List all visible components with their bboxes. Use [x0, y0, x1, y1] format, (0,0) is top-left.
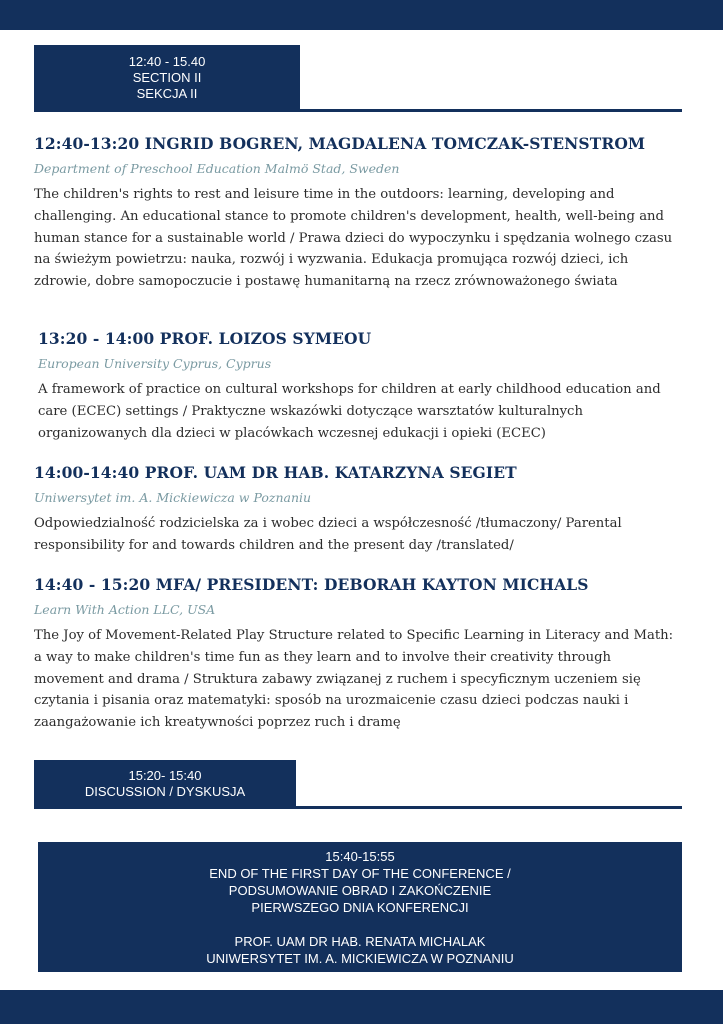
talk-title: 14:40 - 15:20 MFA/ PRESIDENT: DEBORAH KAYTON MICHALS	[34, 575, 589, 594]
talk-description: The Joy of Movement-Related Play Structure related to Specific Learning in Literacy and Math: a way to make children's time fun as they learn and to involve their creativity through movement and drama / Struktura zabawy związanej z ruchem i specyficznym uczeniem się czytania i pisania oraz matematyki: sposób na urozmaicenie czasu dzieci podczas nauki i zaangażowanie ich kreatywności poprzez ruch i dramę	[34, 628, 674, 731]
discussion-time: 15:20- 15:40	[128, 768, 202, 783]
talk-affiliation: European University Cyprus, Cyprus	[38, 356, 272, 371]
talk-item	[38, 329, 688, 444]
discussion-divider	[34, 806, 682, 809]
closing-time: 15:40-15:55	[325, 848, 395, 864]
top-banner-bar	[0, 0, 723, 30]
closing-affiliation: UNIWERSYTET IM. A. MICKIEWICZA W POZNANIU	[206, 950, 514, 966]
bottom-banner-bar	[0, 990, 723, 1024]
talk-title: 13:20 - 14:00 PROF. LOIZOS SYMEOU	[38, 329, 372, 348]
section-label-pl: SEKCJA II	[136, 86, 198, 101]
section-time: 12:40 - 15.40	[128, 54, 206, 69]
closing-line-2: PODSUMOWANIE OBRAD I ZAKOŃCZENIE	[228, 882, 492, 898]
talk-affiliation: Department of Preschool Education Malmö Stad, Sweden	[34, 161, 400, 176]
closing-spacer	[38, 916, 682, 933]
discussion-label: DISCUSSION / DYSKUSJA	[84, 784, 246, 799]
closing-speaker: PROF. UAM DR HAB. RENATA MICHALAK	[234, 933, 486, 949]
talk-description: The children's rights to rest and leisure time in the outdoors: learning, developing and challenging. An educational stance to promote children's development, health, well-being and human stance for a sustainable world / Prawa dzieci do wypoczynku i spędzania wolnego czasu na świeżym powietrzu: nauka, rozwój i wyzwania. Edukacja promująca rozwój dzieci, ich zdrowie, dobre samopoczucie i postawę humanitarną na rzecz zrównoważonego świata	[34, 187, 673, 290]
talk-item	[34, 575, 684, 734]
talk-affiliation: Learn With Action LLC, USA	[34, 602, 216, 617]
talk-item	[34, 463, 684, 557]
talk-description: Odpowiedzialność rodzicielska za i wobec dzieci a współczesność /tłumaczony/ Parental responsibility for and towards children and the present day /translated/	[34, 516, 622, 553]
closing-box	[38, 842, 682, 972]
discussion-header	[34, 760, 296, 808]
section-label-en: SECTION II	[132, 70, 202, 85]
closing-line-1: END OF THE FIRST DAY OF THE CONFERENCE /	[209, 865, 511, 881]
section-2-header	[34, 45, 300, 111]
section-divider	[34, 109, 682, 112]
talk-title: 14:00-14:40 PROF. UAM DR HAB. KATARZYNA SEGIET	[34, 463, 517, 482]
talk-description: A framework of practice on cultural workshops for children at early childhood education and care (ECEC) settings / Praktyczne wskazówki dotyczące warsztatów kulturalnych organizowanych dla dzieci w placówkach wczesnej edukacji i opieki (ECEC)	[38, 382, 661, 441]
talk-affiliation: Uniwersytet im. A. Mickiewicza w Poznaniu	[34, 490, 312, 505]
talk-title: 12:40-13:20 INGRID BOGREN, MAGDALENA TOMCZAK-STENSTROM	[34, 134, 646, 153]
closing-line-3: PIERWSZEGO DNIA KONFERENCJI	[251, 899, 469, 915]
talk-item	[34, 134, 684, 293]
